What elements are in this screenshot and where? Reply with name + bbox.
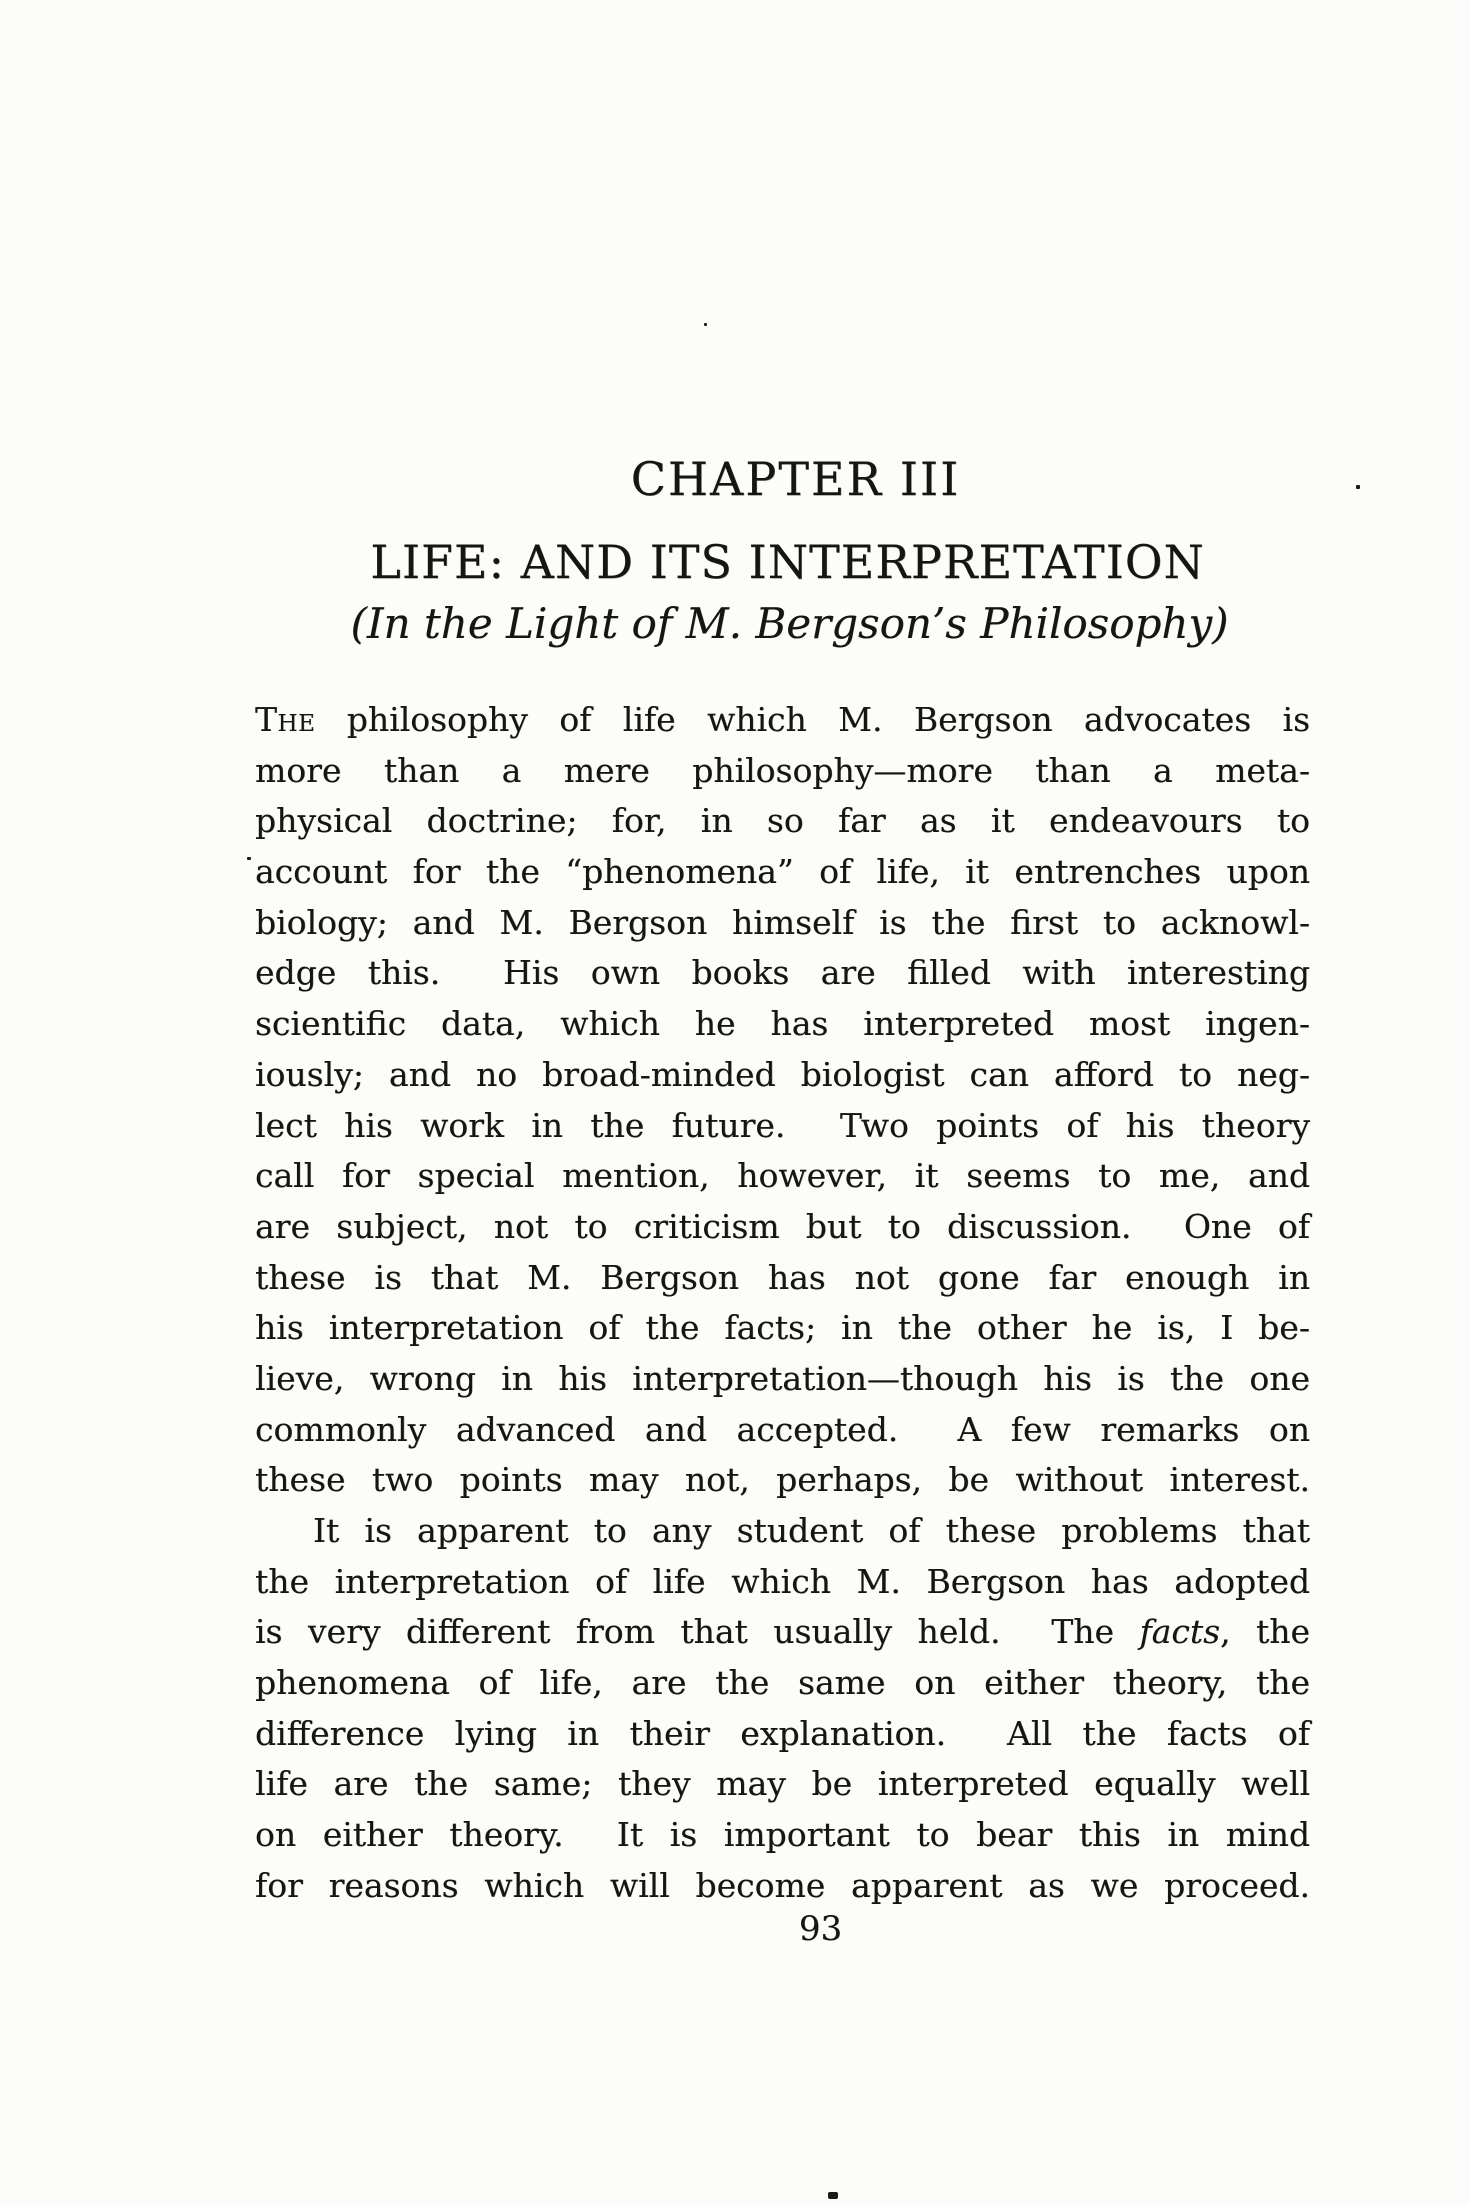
text-line: phenomena of life, are the same on either theory, the <box>255 1663 1310 1703</box>
chapter-heading: CHAPTER III <box>630 452 961 506</box>
text-line: lect his work in the future. Two points of his theory <box>255 1105 1310 1145</box>
body-text <box>255 695 1310 1912</box>
scan-speck <box>828 2192 838 2199</box>
text-line: is very different from that usually held. The facts, the <box>255 1612 1310 1652</box>
chapter-subtitle: (In the Light of M. Bergson’s Philosophy) <box>350 599 1229 648</box>
text-line: on either theory. It is important to bear this in mind <box>255 1815 1310 1855</box>
scan-speck <box>247 857 251 860</box>
text-line: biology; and M. Bergson himself is the first to acknowl- <box>255 902 1310 942</box>
text-line: the interpretation of life which M. Bergson has adopted <box>255 1561 1310 1601</box>
page-number: 93 <box>798 1909 843 1949</box>
text-line: life are the same; they may be interpreted equally well <box>255 1764 1310 1804</box>
text-line: more than a mere philosophy—more than a meta- <box>255 750 1310 790</box>
text-line: The philosophy of life which M. Bergson advocates is <box>255 700 1310 739</box>
text-line: these two points may not, perhaps, be without interest. <box>255 1460 1310 1500</box>
scan-speck <box>1356 485 1360 489</box>
text-line: difference lying in their explanation. All the facts of <box>255 1713 1310 1753</box>
text-line: lieve, wrong in his interpretation—though his is the one <box>255 1358 1310 1398</box>
chapter-title: LIFE: AND ITS INTERPRETATION <box>370 535 1205 589</box>
text-line: scientific data, which he has interpreted most ingen- <box>255 1004 1310 1044</box>
text-line: these is that M. Bergson has not gone far enough in <box>255 1257 1310 1297</box>
text-line: his interpretation of the facts; in the other he is, I be- <box>255 1308 1310 1348</box>
text-line: iously; and no broad-minded biologist can afford to neg- <box>255 1054 1310 1094</box>
text-line: for reasons which will become apparent as we proceed. <box>255 1865 1310 1905</box>
scan-speck <box>704 323 707 326</box>
text-line: It is apparent to any student of these problems that <box>313 1511 1310 1550</box>
text-line: physical doctrine; for, in so far as it endeavours to <box>255 801 1310 841</box>
text-line: commonly advanced and accepted. A few remarks on <box>255 1409 1310 1449</box>
text-line: are subject, not to criticism but to discussion. One of <box>255 1206 1310 1246</box>
text-line: edge this. His own books are filled with interesting <box>255 953 1310 993</box>
text-line: call for special mention, however, it seems to me, and <box>255 1156 1310 1196</box>
text-line: account for the “phenomena” of life, it entrenches upon <box>255 852 1310 892</box>
